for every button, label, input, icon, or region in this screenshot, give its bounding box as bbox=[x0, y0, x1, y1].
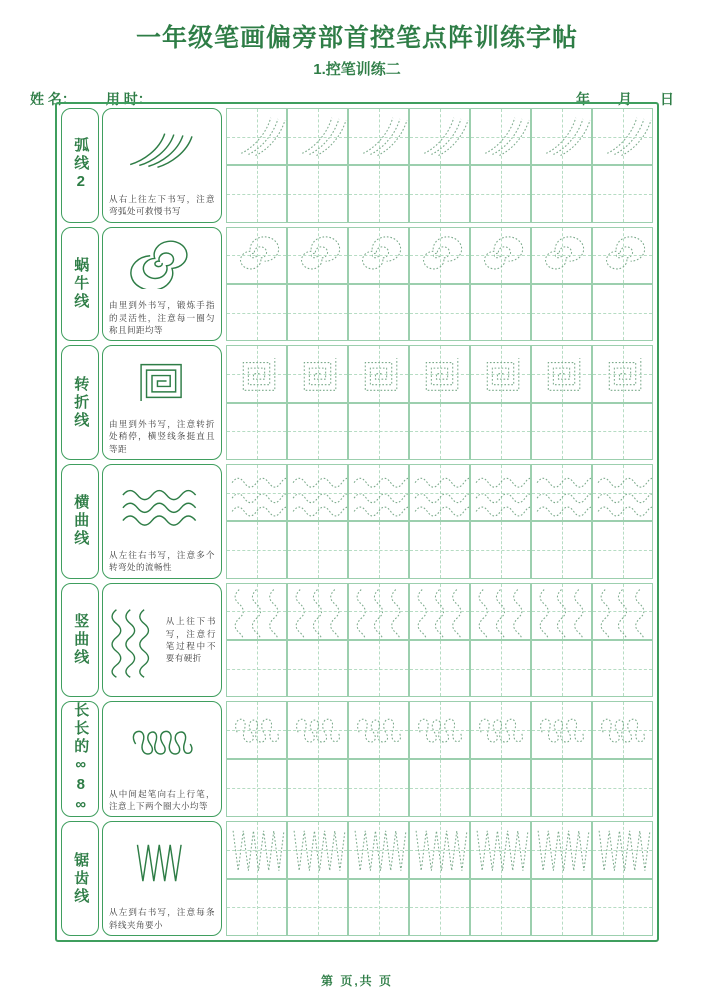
practice-cell[interactable] bbox=[531, 759, 592, 817]
practice-cell[interactable] bbox=[226, 521, 287, 578]
practice-cell[interactable] bbox=[287, 583, 348, 640]
row-demo-cell bbox=[102, 583, 222, 698]
row-grid bbox=[226, 583, 653, 698]
practice-cell[interactable] bbox=[226, 640, 287, 697]
practice-cell[interactable] bbox=[592, 640, 653, 697]
practice-cell[interactable] bbox=[409, 345, 470, 402]
row-desc: 由里到外书写，锻炼手指的灵活性，注意每一圈匀称且间距均等 bbox=[109, 300, 215, 336]
practice-cell[interactable] bbox=[470, 521, 531, 578]
zigzag-icon bbox=[103, 822, 221, 904]
practice-row bbox=[61, 345, 653, 460]
practice-cell[interactable] bbox=[470, 583, 531, 640]
month-label: 月 bbox=[618, 91, 632, 107]
practice-cell[interactable] bbox=[348, 583, 409, 640]
row-demo-cell bbox=[102, 108, 222, 223]
row-label-cell bbox=[61, 821, 99, 936]
row-label: 竖曲线 bbox=[72, 613, 90, 668]
row-demo-cell bbox=[102, 701, 222, 817]
practice-cell[interactable] bbox=[531, 464, 592, 521]
practice-cell[interactable] bbox=[592, 108, 653, 165]
row-label-cell bbox=[61, 345, 99, 460]
practice-cell[interactable] bbox=[348, 821, 409, 878]
practice-cell[interactable] bbox=[226, 583, 287, 640]
practice-cell[interactable] bbox=[470, 464, 531, 521]
practice-cell[interactable] bbox=[470, 701, 531, 759]
practice-cell[interactable] bbox=[409, 403, 470, 460]
row-demo-cell bbox=[102, 821, 222, 936]
row-label-cell bbox=[61, 108, 99, 223]
practice-cell[interactable] bbox=[287, 521, 348, 578]
practice-cell[interactable] bbox=[470, 879, 531, 936]
page-footer: 第 页,共 页 bbox=[320, 974, 393, 988]
practice-row bbox=[61, 464, 653, 579]
figure-eight-icon bbox=[103, 702, 221, 785]
practice-cell[interactable] bbox=[348, 108, 409, 165]
practice-cell[interactable] bbox=[592, 821, 653, 878]
practice-row bbox=[61, 701, 653, 817]
practice-cell[interactable] bbox=[409, 108, 470, 165]
row-grid bbox=[226, 227, 653, 342]
practice-cell[interactable] bbox=[409, 701, 470, 759]
page-title: 一年级笔画偏旁部首控笔点阵训练字帖 bbox=[135, 23, 578, 52]
practice-cell[interactable] bbox=[531, 165, 592, 222]
practice-cell[interactable] bbox=[592, 464, 653, 521]
row-label: 长长的∞8∞ bbox=[72, 702, 90, 817]
practice-cell[interactable] bbox=[531, 821, 592, 878]
practice-rows bbox=[61, 108, 653, 936]
practice-cell[interactable] bbox=[226, 345, 287, 402]
practice-cell[interactable] bbox=[348, 879, 409, 936]
practice-cell[interactable] bbox=[592, 284, 653, 341]
practice-row bbox=[61, 227, 653, 342]
practice-cell[interactable] bbox=[470, 284, 531, 341]
practice-cell[interactable] bbox=[531, 701, 592, 759]
row-desc: 从上往下书写，注意行笔过程中不要有硬折 bbox=[165, 616, 216, 664]
practice-cell[interactable] bbox=[409, 521, 470, 578]
practice-cell[interactable] bbox=[592, 583, 653, 640]
practice-cell[interactable] bbox=[409, 640, 470, 697]
practice-cell[interactable] bbox=[348, 640, 409, 697]
row-grid bbox=[226, 345, 653, 460]
practice-cell[interactable] bbox=[226, 108, 287, 165]
practice-cell[interactable] bbox=[470, 108, 531, 165]
practice-cell[interactable] bbox=[226, 227, 287, 284]
practice-cell[interactable] bbox=[409, 165, 470, 222]
practice-cell[interactable] bbox=[531, 227, 592, 284]
practice-cell[interactable] bbox=[531, 284, 592, 341]
row-label: 弧线2 bbox=[72, 137, 90, 194]
practice-cell[interactable] bbox=[226, 759, 287, 817]
practice-cell[interactable] bbox=[226, 284, 287, 341]
practice-cell[interactable] bbox=[287, 345, 348, 402]
practice-cell[interactable] bbox=[409, 284, 470, 341]
practice-cell[interactable] bbox=[531, 640, 592, 697]
row-demo-cell bbox=[102, 345, 222, 460]
row-demo-cell bbox=[102, 464, 222, 579]
practice-cell[interactable] bbox=[592, 759, 653, 817]
row-desc: 从左到右书写，注意每条斜线夹角要小 bbox=[109, 907, 215, 930]
practice-cell[interactable] bbox=[470, 759, 531, 817]
practice-cell[interactable] bbox=[531, 879, 592, 936]
row-grid bbox=[226, 821, 653, 936]
practice-cell[interactable] bbox=[592, 701, 653, 759]
practice-cell[interactable] bbox=[226, 165, 287, 222]
name-label: 姓 名： bbox=[30, 91, 76, 107]
row-label: 横曲线 bbox=[72, 494, 90, 549]
practice-cell[interactable] bbox=[287, 227, 348, 284]
practice-cell[interactable] bbox=[592, 227, 653, 284]
row-label: 蜗牛线 bbox=[72, 257, 90, 311]
row-grid bbox=[226, 464, 653, 579]
practice-cell[interactable] bbox=[531, 583, 592, 640]
practice-cell[interactable] bbox=[348, 284, 409, 341]
practice-cell[interactable] bbox=[409, 583, 470, 640]
row-demo-cell bbox=[102, 227, 222, 342]
practice-cell[interactable] bbox=[348, 521, 409, 578]
row-grid bbox=[226, 701, 653, 817]
practice-cell[interactable] bbox=[531, 521, 592, 578]
practice-cell[interactable] bbox=[287, 284, 348, 341]
practice-cell[interactable] bbox=[226, 821, 287, 878]
practice-cell[interactable] bbox=[287, 403, 348, 460]
practice-cell[interactable] bbox=[592, 521, 653, 578]
practice-cell[interactable] bbox=[409, 821, 470, 878]
practice-cell[interactable] bbox=[287, 701, 348, 759]
row-desc: 从左往右书写，注意多个转弯处的流畅性 bbox=[109, 550, 215, 573]
practice-cell[interactable] bbox=[348, 403, 409, 460]
row-label: 锯齿线 bbox=[72, 851, 90, 906]
practice-cell[interactable] bbox=[470, 821, 531, 878]
practice-cell[interactable] bbox=[226, 403, 287, 460]
practice-cell[interactable] bbox=[409, 879, 470, 936]
practice-cell[interactable] bbox=[531, 403, 592, 460]
practice-cell[interactable] bbox=[287, 759, 348, 817]
time-label: 用 时： bbox=[105, 91, 152, 107]
row-label-cell bbox=[61, 227, 99, 342]
day-label: 日 bbox=[660, 91, 674, 107]
practice-cell[interactable] bbox=[531, 345, 592, 402]
practice-cell[interactable] bbox=[348, 345, 409, 402]
practice-cell[interactable] bbox=[348, 701, 409, 759]
practice-cell[interactable] bbox=[348, 227, 409, 284]
practice-cell[interactable] bbox=[226, 701, 287, 759]
practice-cell[interactable] bbox=[531, 108, 592, 165]
year-label: 年 bbox=[576, 91, 590, 107]
practice-cell[interactable] bbox=[287, 821, 348, 878]
practice-cell[interactable] bbox=[409, 759, 470, 817]
practice-cell[interactable] bbox=[470, 403, 531, 460]
row-label-cell bbox=[61, 583, 99, 698]
practice-cell[interactable] bbox=[348, 759, 409, 817]
row-label: 转折线 bbox=[72, 375, 90, 430]
row-desc: 由里到外书写，注意转折处稍停，横竖线条挺直且等距 bbox=[109, 419, 215, 454]
practice-cell[interactable] bbox=[470, 345, 531, 402]
practice-cell[interactable] bbox=[470, 227, 531, 284]
practice-cell[interactable] bbox=[287, 640, 348, 697]
square-spiral-icon bbox=[103, 346, 221, 416]
practice-cell[interactable] bbox=[592, 879, 653, 936]
practice-cell[interactable] bbox=[470, 165, 531, 222]
practice-cell[interactable] bbox=[592, 165, 653, 222]
practice-row bbox=[61, 583, 653, 698]
arc-lines-icon bbox=[103, 109, 221, 191]
practice-cell[interactable] bbox=[348, 165, 409, 222]
spiral-icon bbox=[103, 228, 221, 298]
practice-cell[interactable] bbox=[409, 227, 470, 284]
wave-vertical-icon bbox=[103, 600, 161, 680]
practice-cell[interactable] bbox=[226, 879, 287, 936]
practice-row bbox=[61, 821, 653, 936]
wave-horizontal-icon bbox=[103, 465, 221, 547]
practice-row bbox=[61, 108, 653, 223]
row-label-cell bbox=[61, 464, 99, 579]
practice-cell[interactable] bbox=[226, 464, 287, 521]
practice-cell[interactable] bbox=[348, 464, 409, 521]
practice-cell[interactable] bbox=[287, 108, 348, 165]
practice-cell[interactable] bbox=[287, 879, 348, 936]
practice-table bbox=[55, 102, 659, 942]
practice-cell[interactable] bbox=[287, 464, 348, 521]
page-subtitle: 1.控笔训练二 bbox=[313, 61, 401, 78]
row-label-cell bbox=[61, 701, 99, 817]
row-desc: 从右上往左下书写，注意弯弧处可救慢书写 bbox=[109, 194, 215, 217]
row-grid bbox=[226, 108, 653, 223]
practice-cell[interactable] bbox=[409, 464, 470, 521]
practice-cell[interactable] bbox=[287, 165, 348, 222]
practice-cell[interactable] bbox=[470, 640, 531, 697]
practice-cell[interactable] bbox=[592, 403, 653, 460]
practice-cell[interactable] bbox=[592, 345, 653, 402]
row-desc: 从中间起笔向右上行笔，注意上下两个圈大小均等 bbox=[109, 788, 215, 812]
